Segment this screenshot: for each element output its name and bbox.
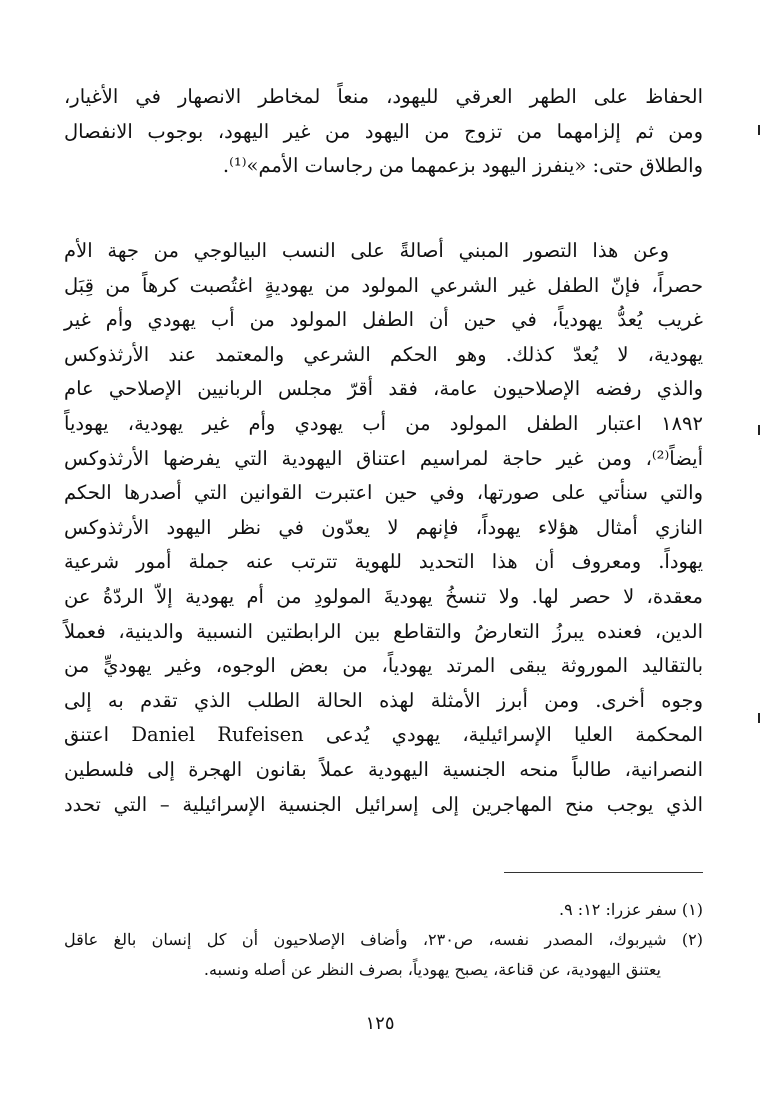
- text-line: والطلاق حتى: «ينفرز اليهود بزعمهما من رجاسات الأمم»⁽¹⁾.: [222, 154, 703, 178]
- text-line: والذي رفضه الإصلاحيون عامة، فقد أقرّ مجلس الربانيين الإصلاحي عام: [64, 377, 703, 401]
- text-line: معقدة، لا حصر لها. ولا تنسخُ يهوديةَ المولودِ من أم يهودية إلاّ الردّةُ عن: [64, 584, 703, 608]
- text-line: النازي أمثال هؤلاء يهوداً، فإنهم لا يعدّون في نظر اليهود الأرثذوكس: [64, 515, 703, 539]
- paragraph-1: [64, 80, 703, 184]
- text-line: الذي يوجب منح المهاجرين إلى إسرائيل الجنسية الإسرائيلية – التي تحدد: [64, 792, 703, 816]
- text-line: غريب يُعدُّ يهودياً، في حين أن الطفل المولود من أب يهودي وأم غير: [64, 308, 703, 332]
- footnotes: [64, 895, 703, 985]
- text-line: بالتقاليد الموروثة يبقى المرتد يهودياً، من بعض الوجوه، وغير يهوديٍّ من: [64, 654, 703, 678]
- text-line: النصرانية، طالباً منحه الجنسية اليهودية عملاً بقانون الهجرة إلى فلسطين: [64, 757, 703, 781]
- footnote-2-continuation: يعتنق اليهودية، عن قناعة، يصبح يهودياً، بصرف النظر عن أصله ونسبه.: [203, 960, 661, 979]
- text-line: والتي سنأتي على صورتها، وفي حين اعتبرت القوانين التي أصدرها الحكم: [64, 481, 703, 505]
- text-line: يهودية، لا يُعدّ كذلك. وهو الحكم الشرعي والمعتمد عند الأرثذوكس: [64, 342, 703, 366]
- text-line: ١٨٩٢ اعتبار الطفل المولود من أب يهودي وأم غير يهودية، يهودياً: [64, 411, 703, 435]
- footnote-2: (٢) شيربوك، المصدر نفسه، ص٢٣٠، وأضاف الإصلاحيون أن كل إنسان بالغ عاقل: [64, 930, 703, 949]
- text-line: وجوه أخرى. ومن أبرز الأمثلة لهذه الحالة الطلب الذي تقدم به إلى: [64, 688, 703, 712]
- text-line: الحفاظ على الطهر العرقي لليهود، منعاً لمخاطر الانصهار في الأغيار،: [64, 85, 703, 108]
- text-line: حصراً، فإنّ الطفل غير الشرعي المولود من يهوديةٍ اغتُصبت كرهاً من قِبَل: [64, 273, 703, 297]
- text-line: أيضاً⁽²⁾، ومن غير حاجة لمراسيم اعتناق اليهودية التي يفرضها الأرثذوكس: [64, 446, 703, 470]
- text-line: ومن ثم إلزامهما من تزوج من اليهود من غير اليهود، بوجوب الانفصال: [64, 119, 703, 143]
- text-line: المحكمة العليا الإسرائيلية، يهودي يُدعى Daniel Rufeisen اعتنق: [64, 723, 703, 747]
- page-number: ١٢٥: [365, 1013, 395, 1034]
- text-line: يهوداً. ومعروف أن هذا التحديد للهوية تترتب عنه جملة أمور شرعية: [64, 550, 703, 574]
- text-line: وعن هذا التصور المبني أصالةً على النسب البيالوجي من جهة الأم: [64, 239, 669, 262]
- footnote-1: (١) سفر عزرا: ١٢: ٩.: [559, 900, 703, 919]
- text-line: الدين، فعنده يبرزُ التعارضُ والتقاطع بين الرابطتين النسبية والدينية، فعملاً: [64, 619, 703, 643]
- paragraph-2: [64, 234, 703, 822]
- footnote-divider: [504, 872, 703, 873]
